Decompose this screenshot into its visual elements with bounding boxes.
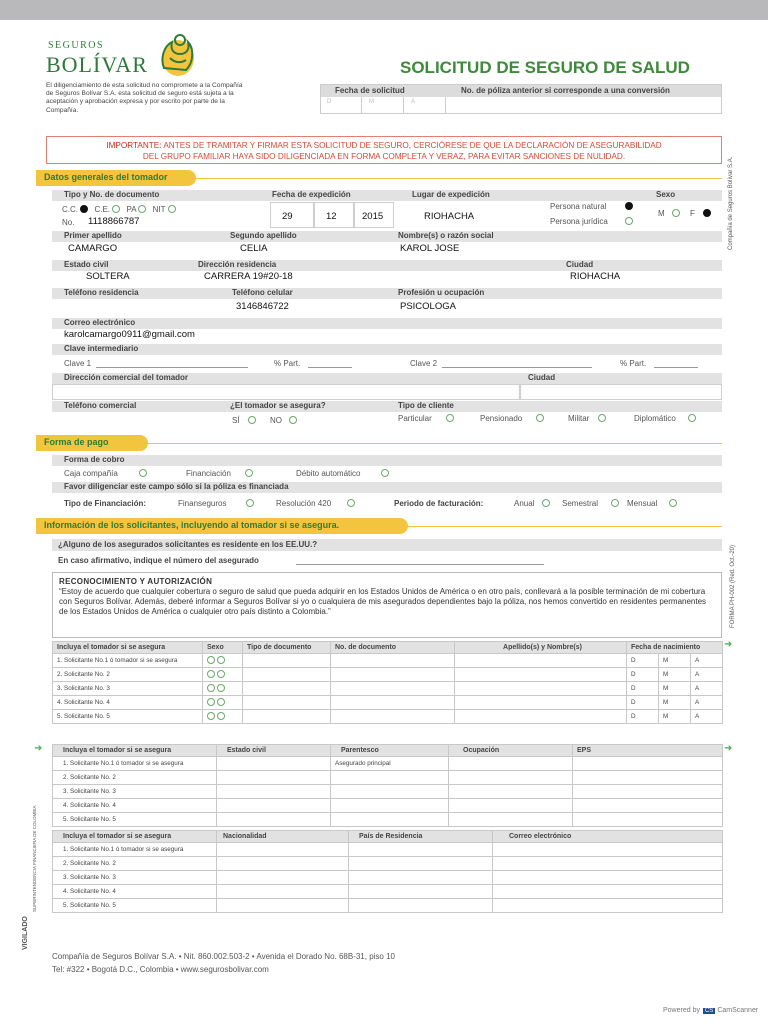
poliza-anterior-label: No. de póliza anterior si corresponde a una conversión: [461, 86, 670, 95]
row-label: 4. Solicitante No. 4: [53, 696, 203, 710]
fecha-d-label: D: [327, 99, 332, 105]
logo-bolivar-text: BOLÍVAR: [46, 52, 148, 77]
mensual-radio[interactable]: [669, 499, 677, 507]
nit-option-label: NIT: [152, 205, 166, 214]
celular-value[interactable]: 3146846722: [236, 301, 289, 312]
col-incluya: Incluya el tomador si se asegura: [53, 831, 217, 843]
no-label: NO: [270, 416, 282, 425]
clave-intermediario-label: Clave intermediario: [64, 344, 139, 353]
profesion-label: Profesión u ocupación: [398, 288, 485, 297]
table-row: 2. Solicitante No. 2 D M A: [53, 668, 723, 682]
tipo-doc-label: Tipo y No. de documento: [64, 190, 160, 199]
particular-label: Particular: [398, 414, 432, 423]
eeuu-question: ¿Alguno de los asegurados solicitantes es residente en los EE.UU.?: [58, 540, 318, 549]
debito-radio[interactable]: [381, 469, 389, 477]
no-radio[interactable]: [289, 416, 297, 424]
table-solicitantes-nacionalidad: [52, 830, 723, 913]
sexo-m-radio[interactable]: [207, 684, 215, 692]
correo-label: Correo electrónico: [64, 318, 136, 327]
col-nombres: Apellido(s) y Nombre(s): [455, 642, 627, 654]
pa-radio[interactable]: [138, 205, 146, 213]
table-row: [53, 857, 723, 871]
camscanner-badge: [663, 1007, 758, 1014]
side-superintendencia-text: SUPERINTENDENCIA FINANCIERA DE COLOMBIA: [32, 805, 37, 912]
semestral-label: Semestral: [562, 499, 599, 508]
ciudad-comercial-label: Ciudad: [528, 373, 556, 382]
dir-comercial-cell[interactable]: [52, 384, 520, 400]
doc-type-options: [62, 205, 176, 214]
sexo-f-radio[interactable]: [703, 209, 711, 217]
sexo-f-radio[interactable]: [217, 656, 225, 664]
estado-civil-value[interactable]: SOLTERA: [86, 271, 130, 282]
resolucion-radio[interactable]: [347, 499, 355, 507]
part1-label: % Part.: [274, 359, 301, 368]
finanseguros-radio[interactable]: [246, 499, 254, 507]
col-pais-residencia: País de Residencia: [349, 831, 493, 843]
doc-no-label: No.: [62, 218, 75, 227]
favor-diligenciar-label: Favor diligenciar este campo sólo si la póliza es financiada: [64, 482, 289, 491]
row-label: 1. Solicitante No.1 ó tomador si se asegura: [53, 843, 217, 857]
nit-radio[interactable]: [168, 205, 176, 213]
table-row: [53, 757, 723, 771]
table-row: [53, 843, 723, 857]
lugar-exp-label: Lugar de expedición: [412, 190, 490, 199]
table-row: [53, 785, 723, 799]
diplomatico-label: Diplomático: [634, 414, 676, 423]
celular-label: Teléfono celular: [232, 288, 293, 297]
nombres-value[interactable]: KAROL JOSE: [400, 243, 460, 254]
fecha-solicitud-label: Fecha de solicitud: [335, 86, 405, 95]
table-row: [53, 899, 723, 913]
table-row: 3. Solicitante No. 3 D M A: [53, 682, 723, 696]
side-forma-text: FORMA PH-002 (Red. Oct.-20): [730, 544, 736, 628]
persona-juridica-label: Persona jurídica: [550, 217, 608, 226]
page-title: SOLICITUD DE SEGURO DE SALUD: [400, 58, 690, 77]
fecha-exp-label: Fecha de expedición: [272, 190, 351, 199]
caja-radio[interactable]: [139, 469, 147, 477]
table-row: [53, 799, 723, 813]
fecha-exp-day: 29: [282, 211, 293, 222]
militar-radio[interactable]: [598, 414, 606, 422]
primer-apellido-value[interactable]: CAMARGO: [68, 243, 118, 254]
reconocimiento-box: [52, 572, 722, 638]
persona-natural-radio[interactable]: [625, 202, 633, 210]
row-label: 3. Solicitante No. 3: [53, 682, 203, 696]
mensual-label: Mensual: [627, 499, 658, 508]
camscanner-icon: CS: [704, 1008, 714, 1014]
ciudad-label: Ciudad: [566, 260, 594, 269]
tel-residencia-label: Teléfono residencia: [64, 288, 139, 297]
col-sexo: Sexo: [203, 642, 243, 654]
se-asegura-label: ¿El tomador se asegura?: [230, 401, 326, 410]
footer-contact: Tel: #322 • Bogotá D.C., Colombia • www.segurosbolivar.com: [52, 965, 269, 974]
row-label: 3. Solicitante No. 3: [53, 871, 217, 885]
ce-option-label: C.E.: [94, 205, 111, 214]
debito-label: Débito automático: [296, 469, 361, 478]
fecha-a-label: A: [411, 99, 416, 105]
row-label: 5. Solicitante No. 5: [53, 813, 217, 827]
reconocimiento-text: “Estoy de acuerdo que cualquier cobertura o seguro de salud que pueda adquirir en los Estados Unidos de América o en otro país, conllevará a la posible terminación de mi cobertura con Seguros Bolívar. Además, deberé informar a Seguros Bolívar si yo o cualquiera de mis asegurados dependientes bajo la póliza, nos hemos convertido en residentes permanentes de los Estados Unidos de América o cualquier otro país distinto a Colombia.”: [59, 587, 707, 616]
top-gray-bar: [0, 0, 768, 20]
sexo-f-radio[interactable]: [217, 712, 225, 720]
table-solicitantes-datos: [52, 641, 723, 724]
tipo-financiacion-label: Tipo de Financiación:: [64, 499, 147, 508]
row-label: 5. Solicitante No. 5: [53, 899, 217, 913]
sexo-f-radio[interactable]: [217, 698, 225, 706]
fecha-exp-year: 2015: [362, 211, 384, 222]
financiacion-label: Financiación: [186, 469, 231, 478]
next-arrow-icon: ➜: [724, 639, 733, 650]
col-incluya: Incluya el tomador si se asegura: [53, 745, 217, 757]
forma-cobro-label: Forma de cobro: [64, 455, 125, 464]
caso-afirmativo-label: En caso afirmativo, indique el número del asegurado: [58, 556, 259, 565]
prev-arrow-icon: ➜: [34, 743, 43, 754]
nombres-label: Nombre(s) o razón social: [398, 231, 494, 240]
sexo-f-label: F: [690, 209, 695, 218]
tipo-cliente-label: Tipo de cliente: [398, 401, 454, 410]
finanseguros-label: Finanseguros: [178, 499, 227, 508]
pensionado-radio[interactable]: [536, 414, 544, 422]
cc-radio[interactable]: [80, 205, 88, 213]
ce-radio[interactable]: [112, 205, 120, 213]
financiacion-radio[interactable]: [245, 469, 253, 477]
row-label: 5. Solicitante No. 5: [53, 710, 203, 724]
segundo-apellido-label: Segundo apellido: [230, 231, 297, 240]
particular-radio[interactable]: [446, 414, 454, 422]
col-no-doc: No. de documento: [331, 642, 455, 654]
table-row: [53, 813, 723, 827]
important-line1: ANTES DE TRAMITAR Y FIRMAR ESTA SOLICITUD DE SEGURO, CERCIÓRESE DE QUE LA DECLARACIÓN DE ASEGURABILIDAD: [161, 141, 662, 150]
anual-label: Anual: [514, 499, 535, 508]
sexo-f-radio[interactable]: [217, 684, 225, 692]
part2-label: % Part.: [620, 359, 647, 368]
sexo-m-radio[interactable]: [207, 712, 215, 720]
col-fecha-nac: Fecha de nacimiento: [627, 642, 723, 654]
si-label: SÍ: [232, 416, 240, 425]
semestral-radio[interactable]: [611, 499, 619, 507]
pa-option-label: PA: [126, 205, 137, 214]
direccion-label: Dirección residencia: [198, 260, 277, 269]
powered-by-text: Powered by: [663, 1007, 700, 1014]
row-label: 2. Solicitante No. 2: [53, 668, 203, 682]
col-eps: EPS: [573, 745, 723, 757]
clave1-label: Clave 1: [64, 359, 92, 368]
section-forma-pago: Forma de pago: [36, 435, 148, 451]
doc-no-value[interactable]: 1118866787: [88, 216, 140, 227]
table-row: 1. Solicitante No.1 ó tomador si se asegura D M A: [53, 654, 723, 668]
dir-comercial-label: Dirección comercial del tomador: [64, 373, 189, 382]
important-notice: [46, 136, 722, 164]
side-vigilado-text: VIGILADO: [22, 916, 29, 950]
pensionado-label: Pensionado: [480, 414, 523, 423]
fecha-m-label: M: [369, 99, 374, 105]
sexo-label: Sexo: [656, 190, 676, 199]
important-line2: DEL GRUPO FAMILIAR HAYA SIDO DILIGENCIADA EN FORMA COMPLETA Y VERAZ, PARA EVITAR SANCIONES DE NULIDAD.: [142, 152, 626, 161]
camscanner-text: CamScanner: [717, 1007, 759, 1014]
col-nacionalidad: Nacionalidad: [217, 831, 349, 843]
primer-apellido-label: Primer apellido: [64, 231, 122, 240]
sexo-m-radio[interactable]: [207, 698, 215, 706]
persona-juridica-radio[interactable]: [625, 217, 633, 225]
reconocimiento-title: RECONOCIMIENTO Y AUTORIZACIÓN: [59, 577, 213, 586]
si-radio[interactable]: [248, 416, 256, 424]
next-arrow-icon: ➜: [724, 743, 733, 754]
col-incluya: Incluya el tomador si se asegura: [53, 642, 203, 654]
header-gray-row: [321, 85, 721, 97]
diplomatico-radio[interactable]: [688, 414, 696, 422]
row-label: 2. Solicitante No. 2: [53, 857, 217, 871]
disclaimer-text: El diligenciamiento de esta solicitud no compromete a la Compañía de Seguros Bolívar S.A. esta solicitud de seguro está sujeta a la aceptación y aprobación expresa y por escrito por parte de la Compañía.: [46, 82, 243, 114]
militar-label: Militar: [568, 414, 590, 423]
estado-civil-label: Estado civil: [64, 260, 109, 269]
table-row: [53, 771, 723, 785]
profesion-value[interactable]: PSICOLOGA: [400, 301, 456, 312]
row-label: 1. Solicitante No.1 ó tomador si se asegura: [53, 654, 203, 668]
section-datos-tomador: Datos generales del tomador: [36, 170, 196, 186]
sexo-m-radio[interactable]: [207, 656, 215, 664]
header-request-box: [320, 84, 722, 114]
table-row: [53, 871, 723, 885]
sexo-m-radio[interactable]: [672, 209, 680, 217]
caja-label: Caja compañía: [64, 469, 118, 478]
ciudad-comercial-cell[interactable]: [520, 384, 722, 400]
row-label: 4. Solicitante No. 4: [53, 799, 217, 813]
direccion-value[interactable]: CARRERA 19#20-18: [204, 271, 293, 282]
important-label: IMPORTANTE:: [106, 141, 162, 150]
col-ocupacion: Ocupación: [449, 745, 573, 757]
col-estado-civil: Estado civil: [217, 745, 331, 757]
table-row: 5. Solicitante No. 5 D M A: [53, 710, 723, 724]
side-company-text: Compañía de Seguros Bolívar S.A.: [728, 156, 734, 250]
tel-comercial-label: Teléfono comercial: [64, 401, 137, 410]
table-solicitantes-estado: [52, 744, 723, 827]
col-correo: Correo electrónico: [493, 831, 723, 843]
clave2-label: Clave 2: [410, 359, 438, 368]
section-solicitantes: Información de los solicitantes, incluyendo al tomador si se asegura.: [36, 518, 408, 534]
cc-option-label: C.C.: [62, 205, 78, 214]
fecha-exp-month: 12: [326, 211, 337, 222]
row-label: 4. Solicitante No. 4: [53, 885, 217, 899]
table-row: [53, 885, 723, 899]
sexo-m-radio[interactable]: [207, 670, 215, 678]
anual-radio[interactable]: [542, 499, 550, 507]
persona-natural-label: Persona natural: [550, 202, 607, 211]
table-row: 4. Solicitante No. 4 D M A: [53, 696, 723, 710]
lugar-exp-value[interactable]: RIOHACHA: [424, 211, 475, 222]
row-label: 3. Solicitante No. 3: [53, 785, 217, 799]
ciudad-value[interactable]: RIOHACHA: [570, 271, 621, 282]
col-tipo-doc: Tipo de documento: [243, 642, 331, 654]
correo-value[interactable]: karolcamargo0911@gmail.com: [64, 329, 195, 340]
sexo-f-radio[interactable]: [217, 670, 225, 678]
row-label: 1. Solicitante No.1 ó tomador si se asegura: [53, 757, 217, 771]
row-label: 2. Solicitante No. 2: [53, 771, 217, 785]
resolucion-label: Resolución 420: [276, 499, 332, 508]
segundo-apellido-value[interactable]: CELIA: [240, 243, 268, 254]
logo-seguros-text: SEGUROS: [48, 40, 105, 51]
bolivar-logo-icon: [150, 28, 202, 80]
parentesco-value[interactable]: Asegurado principal: [331, 757, 449, 771]
sexo-m-label: M: [658, 209, 665, 218]
col-parentesco: Parentesco: [331, 745, 449, 757]
periodo-label: Periodo de facturación:: [394, 499, 484, 508]
footer-address: Compañía de Seguros Bolívar S.A. • Nit. 860.002.503-2 • Avenida el Dorado No. 68B-31, piso 10: [52, 952, 395, 961]
